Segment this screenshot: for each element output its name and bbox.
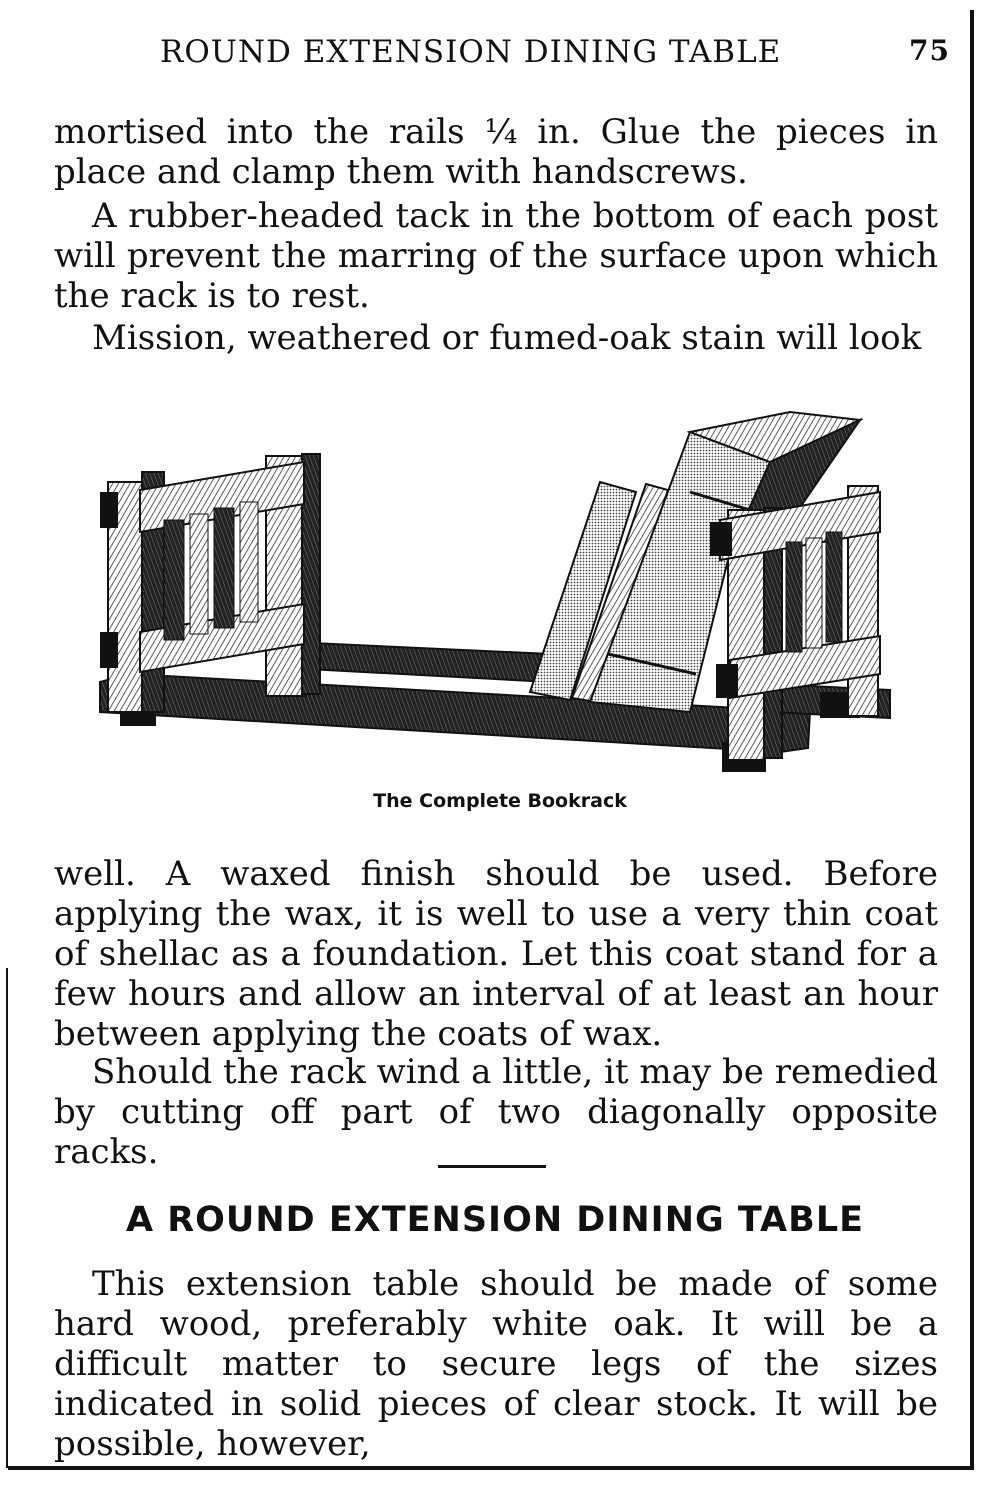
- section-divider: [438, 1165, 546, 1168]
- paragraph-2: A rubber-headed tack in the bottom of each post will prevent the marring of the surface upon which the rack is to rest.: [54, 196, 938, 316]
- page-border-right: [970, 10, 974, 1470]
- page-number: 75: [909, 34, 950, 67]
- paragraph-6: This extension table should be made of some hard wood, preferably white oak. It will be a difficult matter to secure legs of the sizes indicated in solid pieces of clear stock. It will be possible, however,: [54, 1264, 938, 1464]
- paragraph-3: Mission, weathered or fumed-oak stain will look: [92, 318, 922, 358]
- bookrack-illustration: [90, 392, 900, 782]
- running-head: [160, 34, 950, 74]
- paragraph-5: Should the rack wind a little, it may be remedied by cutting off part of two diagonally opposite racks.: [54, 1052, 938, 1172]
- page-border-bottom: [8, 1466, 974, 1470]
- paragraph-4: well. A waxed finish should be used. Before applying the wax, it is well to use a very thin coat of shellac as a foundation. Let this coat stand for a few hours and allow an interval of at least an hour between applying the coats of wax.: [54, 854, 938, 1054]
- figure-caption: The Complete Bookrack: [373, 790, 627, 812]
- running-title: ROUND EXTENSION DINING TABLE: [160, 34, 782, 70]
- section-heading: A ROUND EXTENSION DINING TABLE: [125, 1200, 865, 1240]
- paragraph-1: mortised into the rails ¼ in. Glue the pieces in place and clamp them with handscrews.: [54, 112, 938, 192]
